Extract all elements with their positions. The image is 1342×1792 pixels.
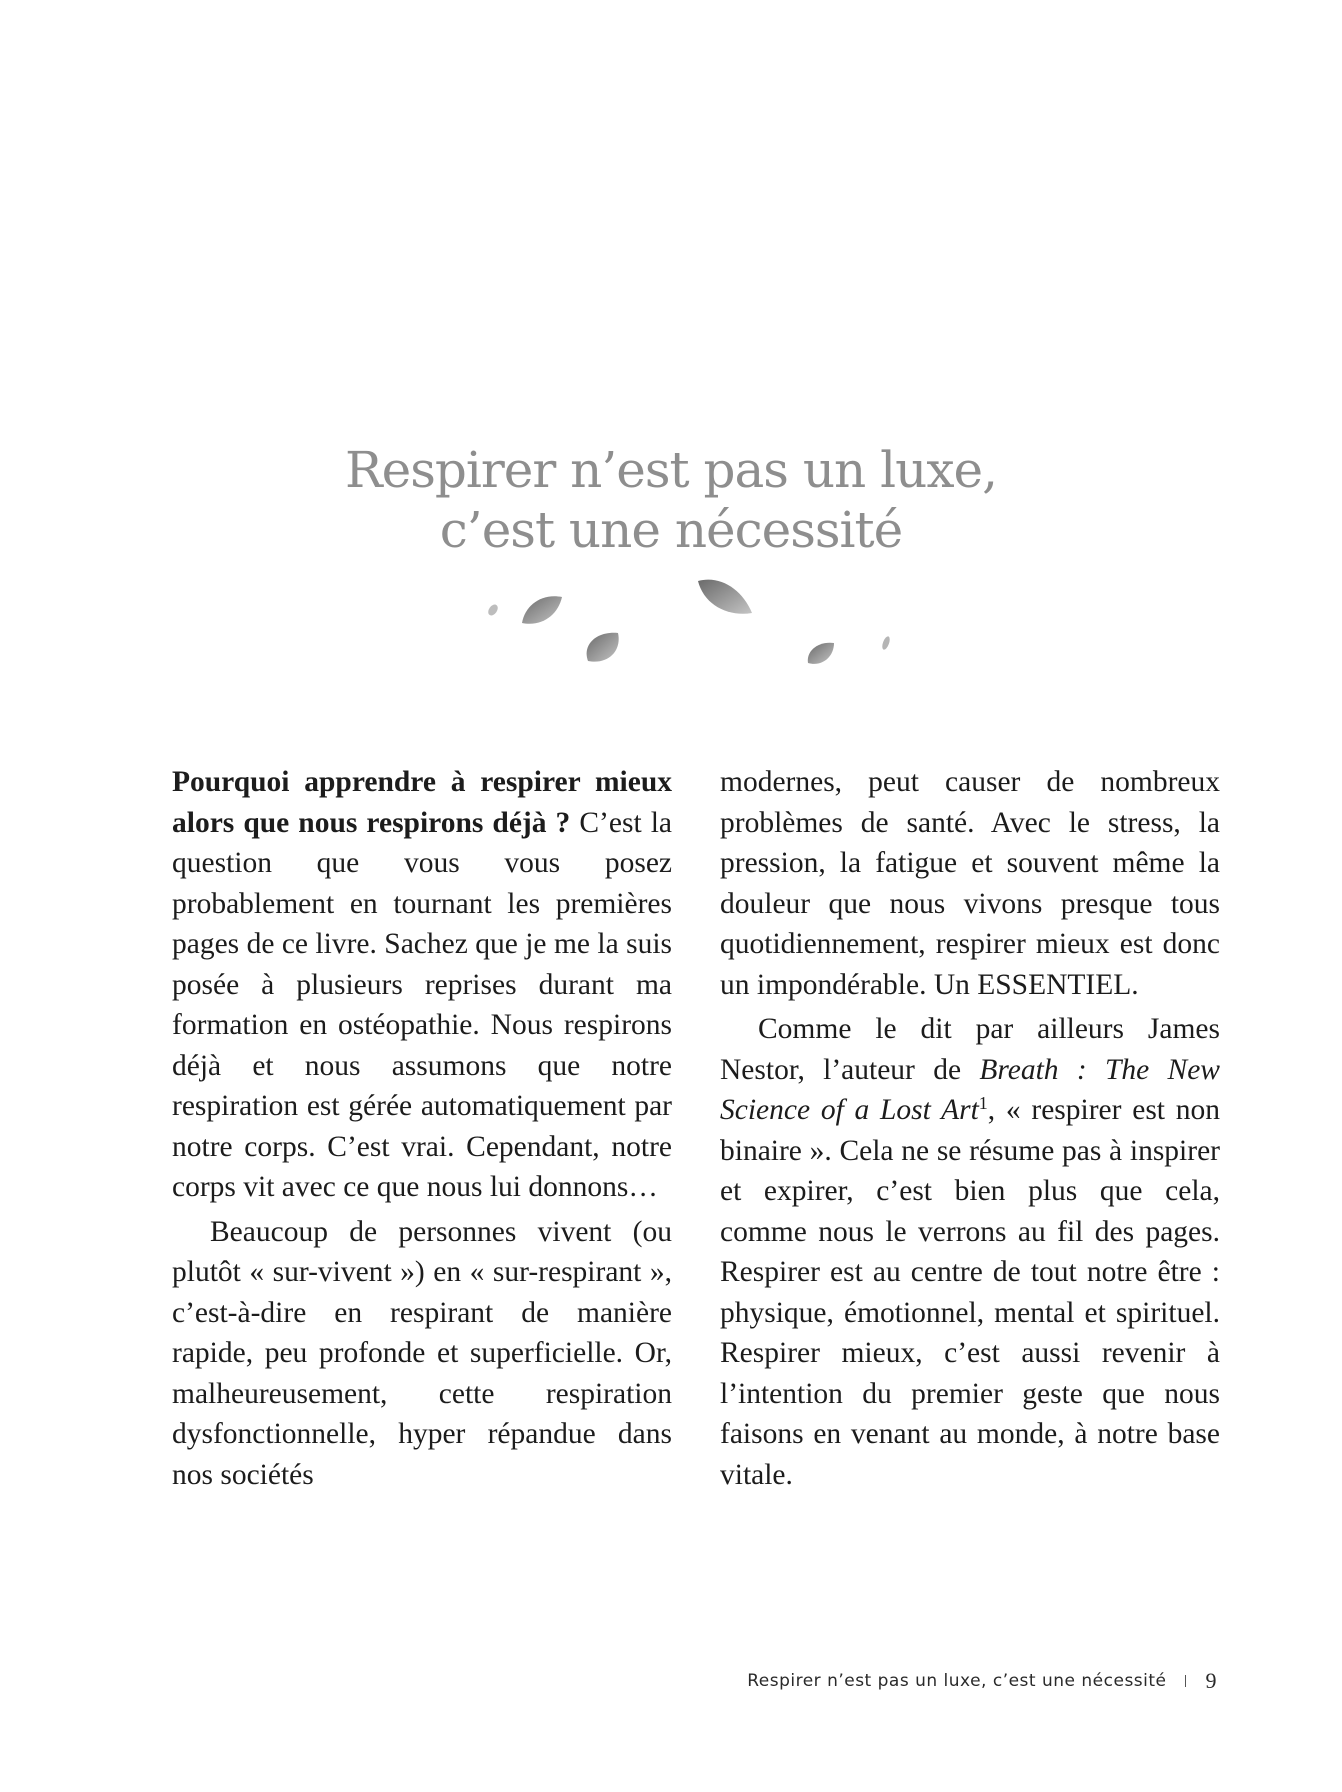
- chapter-title: [0, 440, 1342, 560]
- lead-question: Pourquoi apprendre à respirer mieux alors que nous respirons déjà ?: [172, 766, 672, 839]
- page-number: 9: [1205, 1668, 1217, 1693]
- book-title: Breath : The New Science of a Lost Art: [720, 1053, 1220, 1126]
- paragraph: [720, 1009, 1220, 1495]
- leaf-icon-1: [522, 596, 562, 624]
- paragraph-text: Comme le dit par ailleurs James Nestor, l’auteur de: [720, 1013, 1220, 1086]
- paragraph: Beaucoup de personnes vivent (ou plutôt « sur-vivent ») en « sur-respirant », c’est-à-dire en respirant de manière rapide, peu profonde et superficielle. Or, malheureusement, cette respiration dysfonctionnelle, hyper répandue dans nos sociétés: [172, 1215, 672, 1491]
- leaf-icon-4: [808, 643, 834, 664]
- paragraph: modernes, peut causer de nombreux problèmes de santé. Avec le stress, la pression, la fatigue et souvent même la douleur que nous vivons presque tous quotidiennement, respirer mieux est donc un impondérable. Un ESSENTIEL.: [720, 766, 1220, 1001]
- paragraph-text: C’est la question que vous vous posez probablement en tournant les premières pages de ce livre. Sachez que je me la suis posée à plusieurs reprises durant ma formation en ostéopathie. Nous respirons déjà et nous assumons que notre respiration est gérée automatiquement par notre corps. C’est vrai. Cependant, notre corps vit avec ce que nous lui donnons…: [172, 806, 673, 1203]
- footer-divider: [1185, 1675, 1186, 1687]
- paragraph: [172, 762, 672, 1208]
- running-footer: [747, 1668, 1217, 1694]
- text-column-left: [172, 762, 672, 1495]
- leaf-icon-2: [587, 633, 619, 662]
- chapter-title-line-1: Respirer n’est pas un luxe,: [344, 441, 998, 499]
- chapter-title-line-2: c’est une nécessité: [439, 501, 903, 559]
- running-title: Respirer n’est pas un luxe, c’est une nécessité: [747, 1671, 1167, 1691]
- text-column-right: [720, 762, 1220, 1495]
- leaf-icon-small-right: [881, 635, 891, 650]
- falling-leaves-icon: [470, 575, 930, 685]
- footnote-marker[interactable]: 1: [978, 1093, 988, 1113]
- leaf-icon-small-left: [486, 603, 499, 617]
- paragraph-text: , « respirer est non binaire ». Cela ne se résume pas à inspirer et expirer, c’est bien plus que cela, comme nous le verrons au fil des pages. Respirer est au centre de tout notre être : physique, émotionnel, mental et spirituel. Respirer mieux, c’est aussi revenir à l’intention du premier geste que nous faisons en venant au monde, à notre base vitale.: [720, 1094, 1220, 1491]
- leaf-icon-3: [698, 580, 752, 614]
